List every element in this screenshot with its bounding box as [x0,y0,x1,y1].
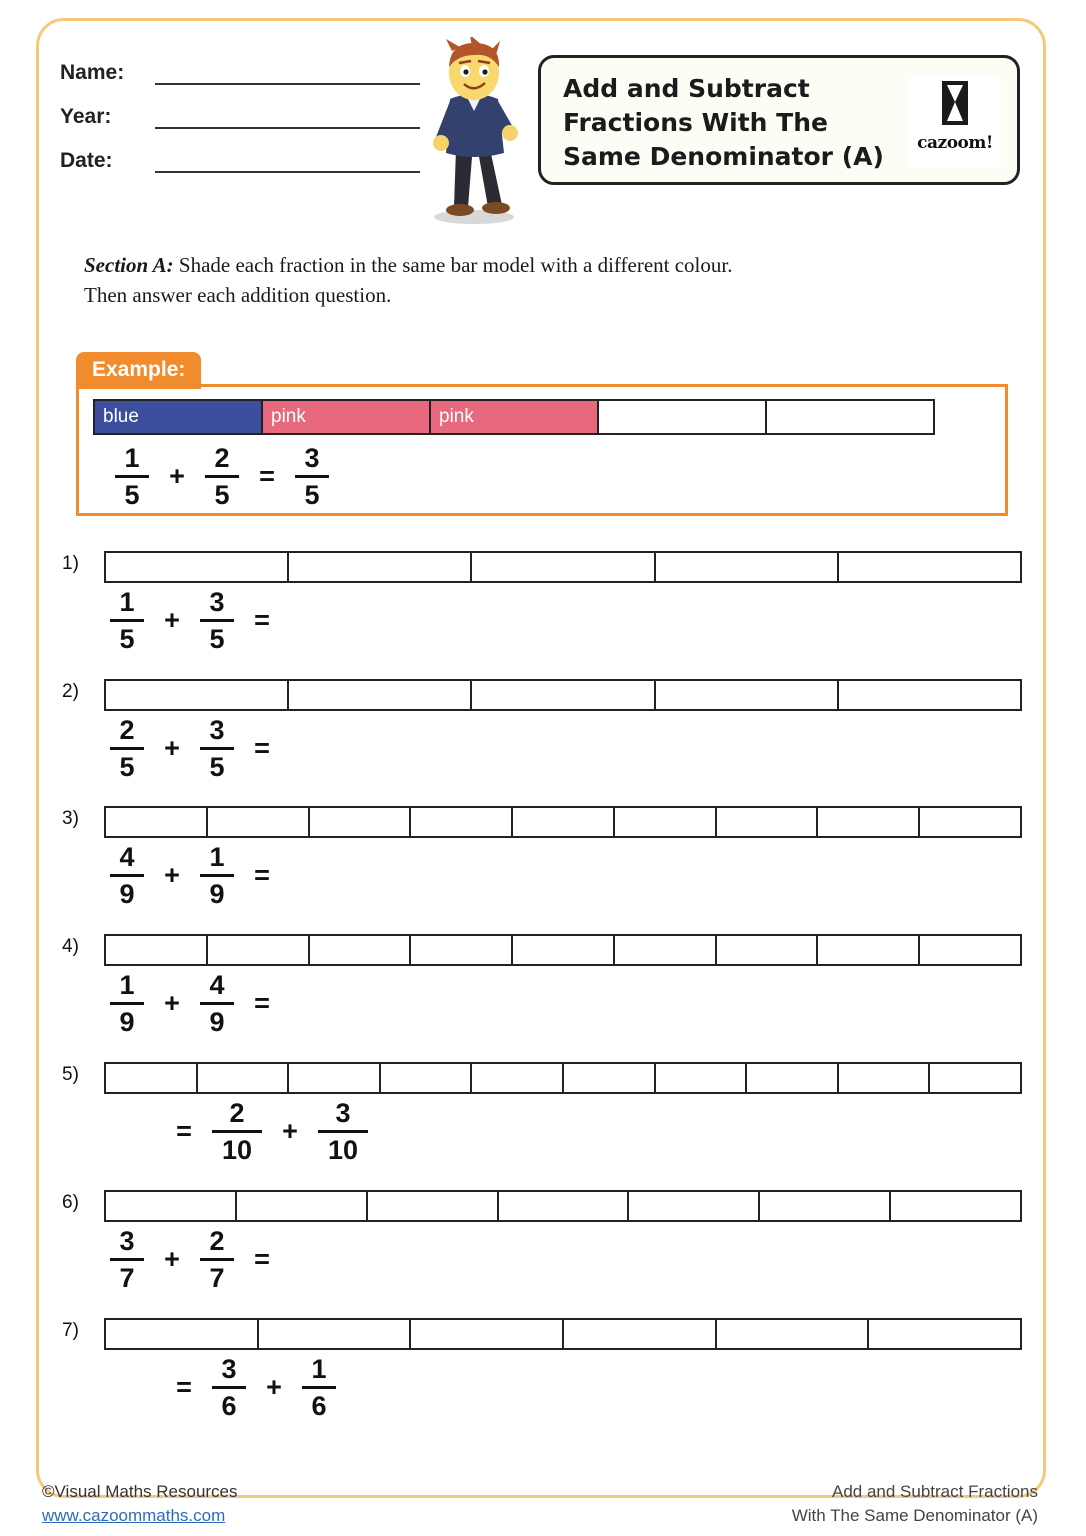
fraction-bar [295,475,329,478]
fraction-bar [200,874,234,877]
numerator: 3 [221,1353,237,1384]
numerator: 3 [209,586,225,617]
bar-model-cell[interactable] [511,934,615,966]
fraction-bar [212,1130,262,1133]
fraction-bar [205,475,239,478]
bar-model-cell[interactable] [379,1062,473,1094]
example-body [76,384,1008,516]
bar-model-cell[interactable] [257,1318,412,1350]
numerator: 1 [119,586,135,617]
numerator: 2 [119,714,135,745]
section-label: Section A: [84,253,174,277]
operator-plus: + [164,732,180,763]
operator-equals: = [176,1115,192,1146]
bar-model-cell[interactable] [562,1318,717,1350]
example-block [76,352,1008,516]
question-equation [104,842,404,908]
example-bar-cell-label: blue [103,406,139,427]
bar-model-cell[interactable] [409,806,513,838]
bar-model-cell[interactable] [562,1062,656,1094]
question-fraction-b [194,1227,240,1292]
bar-model-cell[interactable] [837,1062,931,1094]
operator-equals: = [254,1243,270,1274]
bar-model-cell[interactable] [497,1190,630,1222]
name-label: Name: [60,61,125,84]
question-fraction-b [296,1355,342,1420]
bar-model-cell[interactable] [918,806,1022,838]
footer-title-line-1: Add and Subtract Fractions [831,1482,1038,1501]
name-input-line[interactable] [155,61,420,85]
bar-model-cell[interactable] [816,806,920,838]
fraction-bar [110,747,144,750]
fraction-bar [200,619,234,622]
operator-plus: + [164,859,180,890]
answer-blank[interactable] [284,1239,404,1279]
bar-model-cell[interactable] [287,1062,381,1094]
logo-wordmark: cazoom! [917,133,993,153]
example-equation [109,443,335,509]
numerator: 3 [209,714,225,745]
numerator: 2 [209,1225,225,1256]
denominator: 6 [311,1390,327,1421]
question-bar-model [104,551,1020,583]
denominator: 5 [124,479,140,510]
operator-equals: = [254,604,270,635]
question-number: 5) [62,1064,79,1085]
bar-model-cell[interactable] [104,679,289,711]
denominator: 9 [119,878,135,909]
question-equation [162,1354,342,1420]
question-equation [104,970,404,1036]
operator-equals: = [176,1371,192,1402]
fraction-bar [212,1386,246,1389]
fraction-bar [110,1258,144,1261]
bar-model-cell[interactable] [206,934,310,966]
bar-model-cell[interactable] [654,679,839,711]
footer-right [792,1480,1038,1528]
page-title: Add and Subtract Fractions With The Same Denominator (A) [563,74,884,171]
example-bar-cell-label: pink [439,406,474,427]
numerator: 1 [209,841,225,872]
question-equation [104,1226,404,1292]
fraction-bar [200,1258,234,1261]
footer-copyright: ©Visual Maths Resources [42,1482,238,1501]
year-field-row [60,99,420,129]
bar-model-cell[interactable] [366,1190,499,1222]
footer-title-line-2: With The Same Denominator (A) [791,1506,1038,1525]
bar-model-cell[interactable] [308,934,412,966]
operator-plus: + [164,604,180,635]
question-fraction-a [104,1227,150,1292]
operator-equals: = [254,732,270,763]
operator-equals: = [254,987,270,1018]
denominator: 10 [221,1134,253,1165]
operator-plus: + [164,987,180,1018]
bar-model-cell[interactable] [287,679,472,711]
fraction-bar [318,1130,368,1133]
bar-model-cell[interactable] [104,934,208,966]
instruction-line-2: Then answer each addition question. [84,283,392,307]
bar-model-cell[interactable] [104,551,289,583]
worksheet-header [60,45,1020,225]
bar-model-cell[interactable] [470,551,655,583]
name-field-row [60,55,420,85]
question-fraction-a [104,971,150,1036]
student-mascot-illustration [410,37,540,227]
fraction-bar [302,1386,336,1389]
bar-model-cell[interactable] [287,551,472,583]
cazoom-logo [909,76,1001,168]
bar-model-cell[interactable] [613,806,717,838]
bar-model-cell[interactable] [745,1062,839,1094]
bar-model-cell[interactable] [715,1318,870,1350]
denominator: 9 [209,878,225,909]
example-operator-equals: = [259,460,275,491]
example-tab-label: Example: [76,352,201,389]
fraction-bar [200,747,234,750]
numerator: 3 [335,1097,351,1128]
bar-model-cell[interactable] [928,1062,1022,1094]
bar-model-cell[interactable] [654,551,839,583]
denominator: 5 [209,751,225,782]
question-fraction-a [206,1099,268,1164]
example-bar-model [93,399,933,435]
example-bar-cell-label: pink [271,406,306,427]
bar-model-cell[interactable] [837,551,1022,583]
denominator: 9 [209,1006,225,1037]
bar-model-cell[interactable] [235,1190,368,1222]
denominator: 5 [119,623,135,654]
fraction-bar [115,475,149,478]
question-fraction-a [104,716,150,781]
denominator: 10 [327,1134,359,1165]
bar-model-cell[interactable] [889,1190,1022,1222]
denominator: 5 [209,623,225,654]
year-label: Year: [60,105,112,128]
numerator: 3 [304,442,320,473]
fraction-bar [110,1002,144,1005]
denominator: 7 [119,1262,135,1293]
denominator: 5 [119,751,135,782]
logo-mark-icon [940,80,970,126]
question-bar-model [104,679,1020,711]
fraction-bar [110,619,144,622]
bar-model-cell[interactable] [470,1062,564,1094]
numerator: 2 [214,442,230,473]
question-equation [162,1098,374,1164]
question-fraction-a [104,843,150,908]
bar-model-cell[interactable] [816,934,920,966]
bar-model-cell[interactable] [470,679,655,711]
footer-left [42,1480,238,1528]
section-instructions [84,250,984,310]
bar-model-cell[interactable] [206,806,310,838]
student-info-fields [60,55,420,187]
question-number: 7) [62,1320,79,1341]
question-number: 6) [62,1192,79,1213]
bar-model-cell[interactable] [715,934,819,966]
date-label: Date: [60,149,113,172]
question-equation [104,587,404,653]
answer-blank[interactable] [284,983,404,1023]
question-fraction-b [194,843,240,908]
footer-website-link[interactable]: www.cazoommaths.com [42,1506,226,1525]
bar-model-cell[interactable] [758,1190,891,1222]
bar-model-cell[interactable] [627,1190,760,1222]
bar-model-cell[interactable] [867,1318,1022,1350]
example-bar-cell[interactable] [765,399,935,435]
bar-model-cell[interactable] [409,1318,564,1350]
operator-plus: + [266,1371,282,1402]
operator-plus: + [164,1243,180,1274]
bar-model-cell[interactable] [715,806,819,838]
question-number: 2) [62,681,79,702]
example-bar-cell[interactable] [597,399,767,435]
numerator: 1 [119,969,135,1000]
example-fraction-result [289,444,335,509]
example-bar-cell[interactable] [429,399,599,435]
question-bar-model [104,806,1020,838]
question-number: 4) [62,936,79,957]
numerator: 1 [311,1353,327,1384]
question-fraction-b [194,971,240,1036]
bar-model-cell[interactable] [104,1062,198,1094]
example-bar-cell[interactable] [93,399,263,435]
denominator: 5 [304,479,320,510]
answer-blank[interactable] [284,600,404,640]
numerator: 1 [124,442,140,473]
denominator: 9 [119,1006,135,1037]
question-fraction-b [312,1099,374,1164]
answer-blank[interactable] [284,855,404,895]
year-input-line[interactable] [155,105,420,129]
answer-blank[interactable] [284,728,404,768]
bar-model-cell[interactable] [104,1318,259,1350]
denominator: 6 [221,1390,237,1421]
numerator: 4 [119,841,135,872]
example-fraction-a [109,444,155,509]
operator-equals: = [254,859,270,890]
fraction-bar [200,1002,234,1005]
question-bar-model [104,1318,1020,1350]
fraction-bar [110,874,144,877]
numerator: 3 [119,1225,135,1256]
question-number: 3) [62,808,79,829]
numerator: 2 [229,1097,245,1128]
question-bar-model [104,934,1020,966]
question-fraction-a [206,1355,252,1420]
bar-model-cell[interactable] [409,934,513,966]
question-bar-model [104,1190,1020,1222]
example-bar-cell[interactable] [261,399,431,435]
bar-model-cell[interactable] [613,934,717,966]
bar-model-cell[interactable] [104,806,208,838]
bar-model-cell[interactable] [308,806,412,838]
question-number: 1) [62,553,79,574]
question-equation [104,715,404,781]
example-fraction-b [199,444,245,509]
bar-model-cell[interactable] [918,934,1022,966]
numerator: 4 [209,969,225,1000]
question-fraction-a [104,588,150,653]
date-field-row [60,143,420,173]
date-input-line[interactable] [155,149,420,173]
question-bar-model [104,1062,1020,1094]
bar-model-cell[interactable] [104,1190,237,1222]
worksheet-title-box [538,55,1020,185]
denominator: 5 [214,479,230,510]
question-fraction-b [194,716,240,781]
bar-model-cell[interactable] [511,806,615,838]
question-fraction-b [194,588,240,653]
operator-plus: + [282,1115,298,1146]
bar-model-cell[interactable] [196,1062,290,1094]
denominator: 7 [209,1262,225,1293]
bar-model-cell[interactable] [654,1062,748,1094]
instruction-line-1: Shade each fraction in the same bar model with a different colour. [178,253,733,277]
bar-model-cell[interactable] [837,679,1022,711]
example-operator-plus: + [169,460,185,491]
